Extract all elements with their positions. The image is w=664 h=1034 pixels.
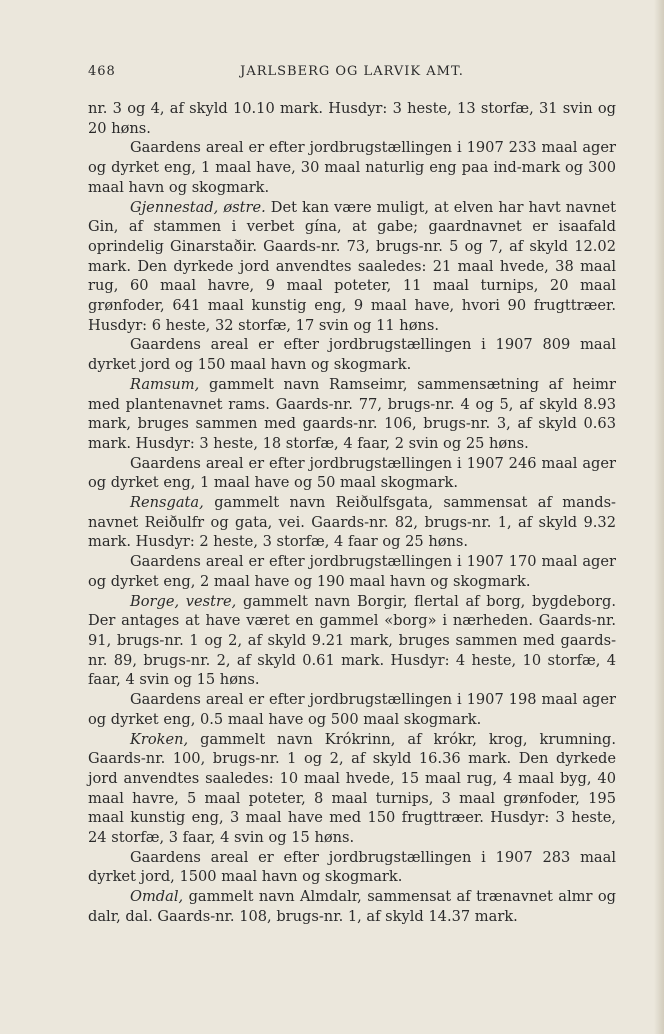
paragraph: Borge, vestre, gammelt navn Borgir, flertal af borg, bygdeborg. Der antages at have været en gammel «borg» i nærheden. Gaards-nr. 91, brugs-nr. 1 og 2, af skyld 9.21 mark, bruges sammen med gaards-nr. 89, brugs-nr. 2, af skyld 0.61 mark. Husdyr: 4 heste, 10 storfæ, 4 faar, 4 svin og 15 høns. [88,592,616,689]
paragraph: Gaardens areal er efter jordbrugstællingen i 1907 246 maal ager og dyrket eng, 1 maal have og 50 maal skogmark. [88,454,616,492]
paragraph: nr. 3 og 4, af skyld 10.10 mark. Husdyr: 3 heste, 13 storfæ, 31 svin og 20 høns. [88,100,616,137]
page-edge-shadow [654,0,664,1034]
running-title: JARLSBERG OG LARVIK AMT. [240,64,464,79]
paragraph: Omdal, gammelt navn Almdalr, sammensat af trænavnet almr og dalr, dal. Gaards-nr. 108, brugs-nr. 1, af skyld 14.37 mark. [88,888,616,925]
farm-name: Borge, vestre, [130,592,237,610]
page-number: 468 [88,64,116,79]
paragraph: Ramsum, gammelt navn Ramseimr, sammensætning af heimr med plantenavnet rams. Gaards-nr. 77, brugs-nr. 4 og 5, af skyld 8.93 mark, bruges sammen med gaards-nr. 106, brugs-nr. 3, af skyld 0.63 mark. Husdyr: 3 heste, 18 storfæ, 4 faar, 2 svin og 25 høns. [88,375,616,452]
paragraph: Gaardens areal er efter jordbrugstællingen i 1907 170 maal ager og dyrket eng, 2 maal have og 190 maal havn og skogmark. [88,553,616,590]
paragraph: Gjennestad, østre. Det kan være muligt, at elven har havt navnet Gin, af stammen i verbet gína, at gabe; gaardnavnet er isaafald oprindelig Ginarstaðir. Gaards-nr. 73, brugs-nr. 5 og 7, af skyld 12.02 mark. Den dyrkede jord anvendtes saaledes: 21 maal hvede, 38 maal rug, 60 maal havre, 9 maal poteter, 11 maal turnips, 20 maal grønfoder, 641 maal kunstig eng, 9 maal have, hvori 90 frugttræer. Husdyr: 6 heste, 32 storfæ, 17 svin og 11 høns. [88,198,616,334]
paragraph: Rensgata, gammelt navn Reiðulfsgata, sammensat af mands-navnet Reiðulfr og gata, vei. Gaards-nr. 82, brugs-nr. 1, af skyld 9.32 mark. Husdyr: 2 heste, 3 storfæ, 4 faar og 25 høns. [88,494,616,551]
farm-name: Gjennestad, østre. [130,198,266,216]
paragraph: Gaardens areal er efter jordbrugstællingen i 1907 283 maal dyrket jord, 1500 maal havn og skogmark. [88,848,616,886]
paragraph: Kroken, gammelt navn Krókrinn, af krókr, krog, krumning. Gaards-nr. 100, brugs-nr. 1 og 2, af skyld 16.36 mark. Den dyrkede jord anvendtes saaledes: 10 maal hvede, 15 maal rug, 4 maal byg, 40 maal havre, 5 maal poteter, 8 maal turnips, 3 maal grønfoder, 195 maal kunstig eng, 3 maal have med 150 frugttræer. Husdyr: 3 heste, 24 storfæ, 3 faar, 4 svin og 15 høns. [88,730,616,847]
paragraph: Gaardens areal er efter jordbrugstællingen i 1907 233 maal ager og dyrket eng, 1 maal have, 30 maal naturlig eng paa ind-mark og 300 maal havn og skogmark. [88,139,616,196]
paragraph: Gaardens areal er efter jordbrugstællingen i 1907 809 maal dyrket jord og 150 maal havn og skogmark. [88,336,616,374]
farm-name: Ramsum, [130,375,200,393]
farm-name: Kroken, [130,730,189,748]
farm-name: Rensgata, [130,494,204,512]
page-header [88,64,616,86]
farm-name: Omdal, [130,888,184,906]
paragraph: Gaardens areal er efter jordbrugstællingen i 1907 198 maal ager og dyrket eng, 0.5 maal have og 500 maal skogmark. [88,691,616,728]
page-body [88,99,616,927]
